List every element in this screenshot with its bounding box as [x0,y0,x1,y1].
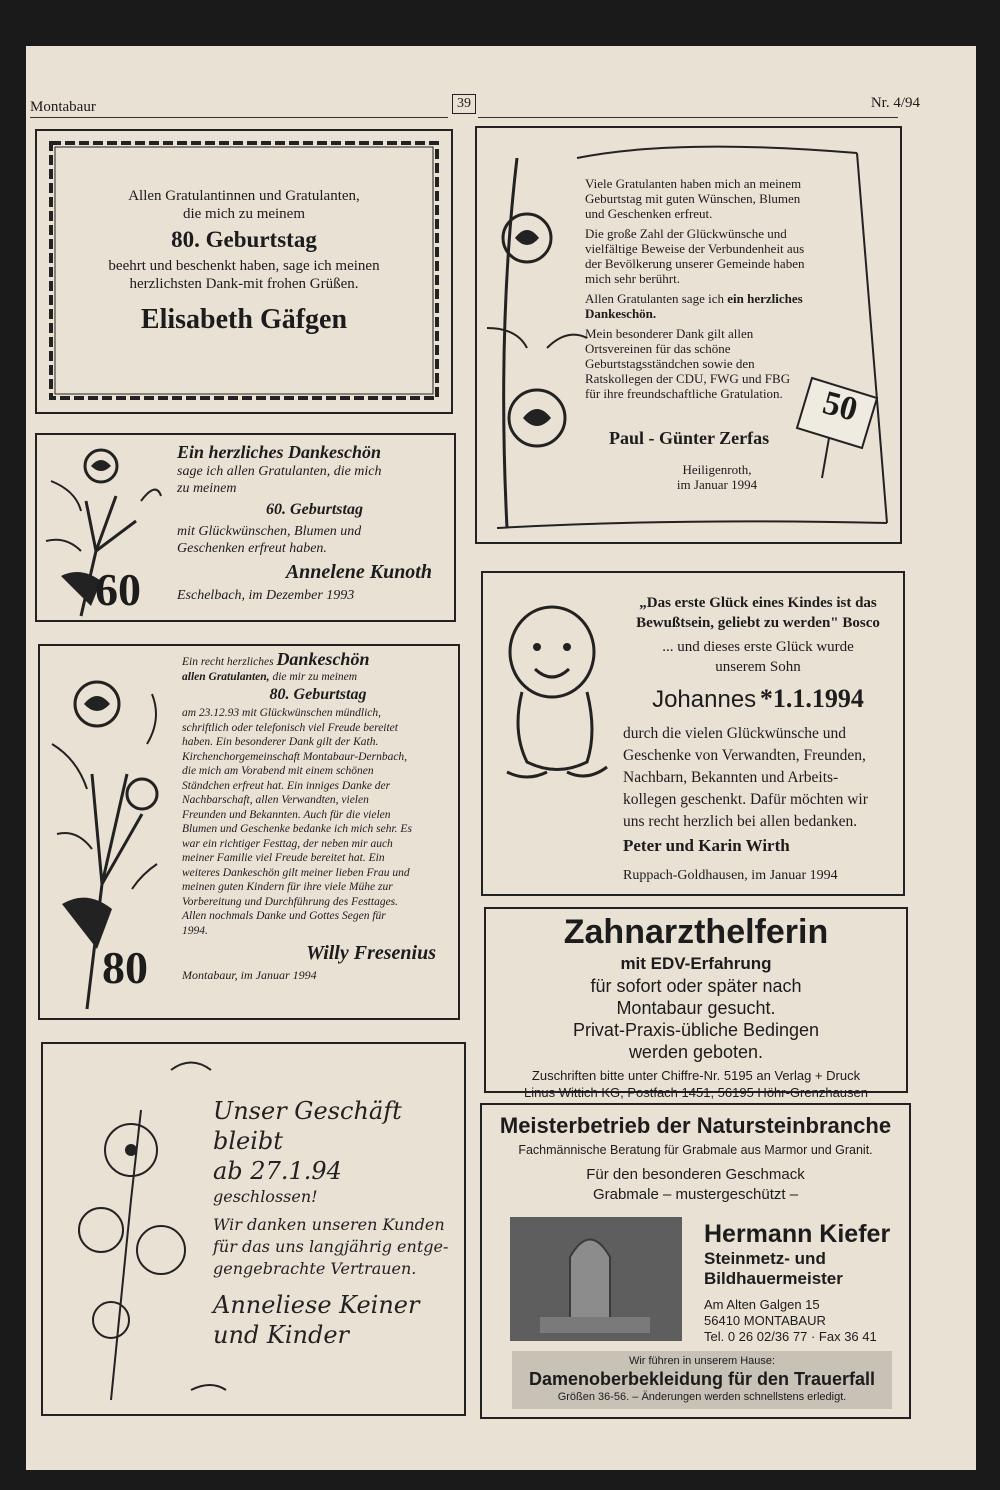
gaefgen-line4: herzlichsten Dank-mit frohen Grüßen. [129,276,359,292]
kunoth-line2: zu meinem [177,481,237,496]
body-line: 1994. [182,924,208,937]
fresenius-name: Willy Fresenius [306,942,436,964]
keiner-line5: für das uns langjährig entge- [213,1237,449,1256]
kunoth-name: Annelene Kunoth [285,561,432,583]
fresenius-number: 80 [102,942,148,993]
kiefer-trade1: Steinmetz- und [704,1249,826,1268]
body-line: meinen guten Kindern für ihre viele Mühe zur [182,881,393,893]
body-line: am 23.12.93 mit Glückwünschen mündlich, [182,707,381,719]
gaefgen-text [37,187,451,347]
kunoth-line3: mit Glückwünschen, Blumen und [177,524,362,539]
body-line: Ständchen erfreut hat. Ein inniges Danke der [182,779,391,792]
newspaper-page [26,46,976,1470]
job-line7: Linus Wittich KG, Postfach 1451, 56195 Höhr-Grenzhausen [524,1085,868,1100]
kiefer-tel: Tel. 0 26 02/36 77 · Fax 36 41 [704,1329,877,1344]
zerfas-text [585,176,855,401]
ad-zerfas [475,126,902,544]
kiefer-addr2: 56410 MONTABAUR [704,1313,826,1328]
ad-kunoth [35,433,456,622]
fresenius-title: 80. Geburtstag [269,686,367,703]
kunoth-line1: sage ich allen Gratulanten, die mich [177,464,382,479]
gaefgen-name: Elisabeth Gäfgen [140,304,348,335]
kiefer-sub: Fachmännische Beratung für Grabmale aus Marmor und Granit. [518,1143,873,1157]
wirth-body-line: uns recht herzlich bei allen bedanken. [623,813,858,830]
kiefer-band1: Wir führen in unserem Hause: [628,1355,776,1367]
wirth-birthdate: *1.1.1994 [759,684,864,713]
zerfas-name: Paul - Günter Zerfas [609,428,770,448]
keiner-line4: Wir danken unseren Kunden [213,1215,445,1234]
body-line: haben. Ein besonderer Dank gilt der Kath. [182,736,379,748]
job-title: Zahnarzthelferin [563,913,829,951]
header-issue: Nr. 4/94 [870,95,920,111]
header-rule-left [30,117,448,118]
job-line5: werden geboten. [628,1042,764,1062]
kiefer-addr1: Am Alten Galgen 15 [704,1297,820,1312]
fresenius-line2a: allen Gratulanten, [182,670,270,683]
job-line6: Zuschriften bitte unter Chiffre-Nr. 5195 an Verlag + Druck [531,1068,861,1083]
wirth-body [613,723,903,887]
wirth-text [613,593,903,887]
keiner-name1: Anneliese Keiner [213,1291,420,1319]
zerfas-line: vielfältige Beweise der Verbundenheit aus [585,241,805,256]
gaefgen-title: 80. Geburtstag [171,227,317,252]
keiner-line1: Unser Geschäft bleibt [213,1097,402,1155]
job-line2: für sofort oder später nach [590,976,802,996]
zerfas-line: Ratskollegen der CDU, FWG und FBG [585,371,791,386]
zerfas-line: Die große Zahl der Glückwünsche und [585,226,787,241]
wirth-body-line: kollegen geschenkt. Dafür möchten wir [623,791,868,808]
kunoth-line4: Geschenken erfreut haben. [177,541,327,556]
gravestone-photo [510,1217,682,1341]
body-line: weiteres Dankeschön gilt meiner lieben Frau und [182,866,410,879]
body-line: schriftlich oder telefonisch viel Freude bereitet [182,721,398,734]
zerfas-line: Viele Gratulanten haben mich an meinem [585,176,802,191]
kiefer-name: Hermann Kiefer [704,1220,891,1248]
kiefer-band3: Größen 36-56. – Änderungen werden schnellstens erledigt. [557,1391,847,1403]
zerfas-line: Geburtstag mit guten Wünschen, Blumen [585,191,801,206]
kunoth-number: 60 [95,564,141,615]
body-line: war ein richtiger Festtag, der neben mir auch [182,837,393,850]
ad-keiner [41,1042,466,1416]
keiner-name2: und Kinder [213,1321,350,1349]
zerfas-line: der Bevölkerung unserer Gemeinde haben [585,256,805,271]
zerfas-sign-50: 50 [818,384,862,429]
baby-drawing-icon [497,597,617,787]
body-line: Kirchenchorgemeinschaft Montabaur-Dernbach, [182,750,408,763]
body-line: meiner Familie viel Freude bereitet hat. Ein [182,852,385,864]
gaefgen-line3: beehrt und beschenkt haben, sage ich meinen [108,258,380,274]
ad-job-offer [484,907,908,1100]
keiner-line6: gengebrachte Vertrauen. [213,1259,417,1278]
zerfas-line: Mein besonderer Dank gilt allen [585,326,754,341]
zerfas-line: und Geschenken erfreut. [585,206,713,221]
job-line4: Privat-Praxis-übliche Bedingen [572,1020,820,1040]
ad-fresenius [38,644,460,1020]
kunoth-heading: Ein herzliches Dankeschön [177,442,382,462]
gravestone-icon [510,1217,682,1341]
job-line3: Montabaur gesucht. [616,998,776,1018]
zerfas-p3b: ein herzliches [727,291,803,306]
kiefer-band [512,1351,892,1409]
fresenius-text [182,649,454,983]
keiner-line3: geschlossen! [213,1187,318,1206]
body-line: Blumen und Geschenke bedanke ich mich sehr. Es [182,823,412,835]
kiefer-band2: Damenoberbekleidung für den Trauerfall [528,1369,876,1389]
fresenius-line1a: Ein recht herzliches [182,656,274,668]
wirth-line2: unserem Sohn [715,659,801,675]
ad-kiefer [480,1103,911,1419]
zerfas-line: für ihre freundschaftliche Gratulation. [585,386,783,401]
wirth-body-line: durch die vielen Glückwünsche und [623,725,846,742]
wirth-quote1: „Das erste Glück eines Kindes ist das [639,595,877,611]
fresenius-body [182,706,454,938]
kiefer-title: Meisterbetrieb der Natursteinbranche [499,1113,892,1138]
kiefer-trade2: Bildhauermeister [704,1269,843,1288]
kiefer-contact [704,1219,904,1345]
fresenius-place: Montabaur, im Januar 1994 [182,968,317,982]
kunoth-title: 60. Geburtstag [266,501,363,518]
body-line: die mich am Vorabend mit einem schönen [182,765,374,777]
header-rule-right [478,117,898,118]
body-line: Nachbarschaft, allen Verwandten, vielen [182,794,369,806]
ad-gaefgen [35,129,453,414]
kiefer-line1: Für den besonderen Geschmack [586,1166,805,1183]
zerfas-p3a: Allen Gratulanten sage ich [585,291,724,306]
zerfas-place2: im Januar 1994 [676,477,758,492]
fresenius-line2b: die mir zu meinem [272,670,358,683]
body-line: Freunden und Bekannten. Auch für die vielen [182,808,391,821]
wirth-body-line: Geschenke von Verwandten, Freunden, [623,747,866,764]
kunoth-text [177,441,452,604]
keiner-line2: ab 27.1.94 [213,1157,342,1185]
wirth-body-line: Nachbarn, Bekannten und Arbeits- [623,769,839,786]
gaefgen-line1: Allen Gratulantinnen und Gratulanten, [128,188,360,204]
wirth-place: Ruppach-Goldhausen, im Januar 1994 [623,868,838,883]
gaefgen-line2: die mich zu meinem [182,206,306,222]
zerfas-place1: Heiligenroth, [682,462,752,477]
kunoth-place: Eschelbach, im Dezember 1993 [177,588,355,603]
zerfas-p3c: Dankeschön. [585,306,657,321]
job-text [486,911,906,1101]
wirth-name: Peter und Karin Wirth [623,836,790,855]
wirth-line1: ... und dieses erste Glück wurde [662,639,854,655]
zerfas-line: Geburtstagsständchen sowie den [585,356,755,371]
zerfas-line: Ortsvereinen für das schöne [585,341,731,356]
zerfas-place [647,462,787,492]
keiner-text [213,1096,463,1350]
kiefer-line2: Grabmale – mustergeschützt – [592,1186,799,1203]
wirth-quote2: Bewußtsein, geliebt zu werden" Bosco [636,615,880,631]
ad-wirth [481,571,905,896]
body-line: Vorbereitung und Durchführung des Festtages. [182,895,399,908]
zerfas-line: mich sehr berührt. [585,271,680,286]
job-line1: mit EDV-Erfahrung [620,954,772,973]
fresenius-dankeschoen: Dankeschön [276,649,370,669]
page-number: 39 [452,94,476,114]
wirth-child-name: Johannes [652,686,757,713]
body-line: Allen nochmals Danke und Gottes Segen für [182,910,386,922]
kiefer-header [482,1111,909,1205]
header-town: Montabaur [30,99,96,115]
